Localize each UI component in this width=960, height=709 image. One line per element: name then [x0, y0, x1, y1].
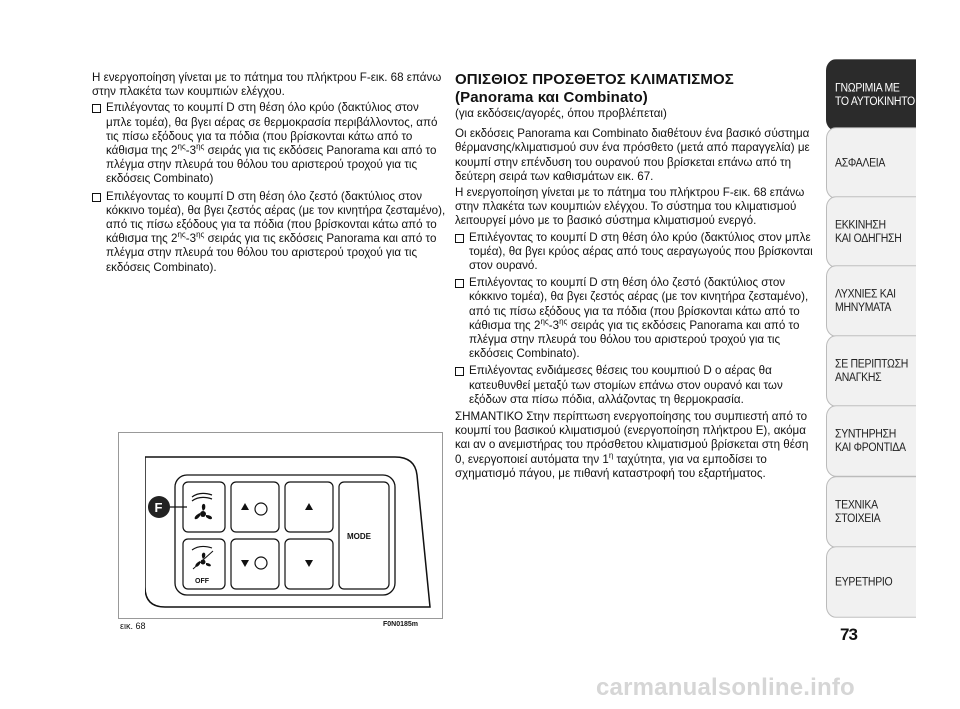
sidebar-tab-3[interactable]	[826, 196, 916, 268]
sidebar-tab-label: ΣΤΟΙΧΕΙΑ	[835, 512, 881, 526]
sidebar-tab-8[interactable]	[826, 546, 916, 618]
left-bullet-hot: Επιλέγοντας το κουμπί D στη θέση όλο ζεστό (δακτύλιος στον κόκκινο τομέα), θα βγει ζεστός αέρας (με τον κινητήρα ζεσταμένο), από τις πίσω εξόδους για τα πόδια (που βρίσκονται κάτω από το κάθισμα της $2^{\eta\varsigma}-3^{\eta\varsigma}$ σειράς για τις εκδόσεις Panorama και από το πλέγμα στην πλευρά του θόλου του αριστερού τροχού για τις εκδόσεις Combinato).	[92, 190, 447, 275]
section-subtitle: (για εκδόσεις/αγορές, όπου προβλέπεται)	[455, 107, 667, 120]
sidebar-tab-label: ΣΕ ΠΕΡΙΠΤΩΣΗ	[835, 357, 909, 371]
sidebar-tab-label: ΚΑΙ ΦΡΟΝΤΙΔΑ	[835, 441, 906, 455]
right-column	[455, 71, 815, 482]
left-bullet-cold: Επιλέγοντας το κουμπί D στη θέση όλο κρύο (δακτύλιος στον μπλε τομέα), θα βγει αέρας σε θερμοκρασία περιβάλλοντος, από τις πίσω εξόδους για τα πόδια (που βρίσκονται κάτω από το κάθισμα της $2^{\eta\varsigma}-3^{\eta\varsigma}$ σειράς για τις εκδόσεις Panorama και από το πλέγμα στην πλευρά του θόλου του αριστερού τροχού για τις εκδόσεις Combinato)	[92, 101, 447, 186]
sidebar-tab-1[interactable]	[826, 59, 916, 131]
important-note: ΣΗΜΑΝΤΙΚΟ Στην περίπτωση ενεργοποίησης του συμπιεστή από το κουμπί του βασικού κλιματισμού (ενεργοποίηση πλήκτρου E), ακόμα και αν ο ανεμιστήρας του πρόσθετου κλιματισμού βρίσκεται στη θέση 0, ενεργοποιεί αυτόματα την $1^\eta$ ταχύτητα, για να εμποδίσει το σχηματισμό πάγου, με πιθανή καταστροφή του εξαρτήματος.	[455, 410, 809, 480]
checkbox-bullet-icon	[92, 104, 101, 113]
figure-frame	[118, 432, 443, 619]
sidebar-tab-label: ΑΝΑΓΚΗΣ	[835, 371, 882, 385]
checkbox-bullet-icon	[455, 279, 464, 288]
paragraph-intro: Οι εκδόσεις Panorama και Combinato διαθέτουν ένα βασικό σύστημα θέρμανσης/κλιματισμού συν ένα πρόσθετο (μετά από παραγγελία) με κουμπί στην επένδυση του ουρανού που βρίσκεται επάνω από τη δεύτερη σειρά των καθισμάτων εικ. 67.	[455, 127, 810, 183]
checkbox-bullet-icon	[455, 234, 464, 243]
sidebar-tab-label: ΛΥΧΝΙΕΣ ΚΑΙ	[835, 287, 896, 301]
sidebar-tab-label: ΑΣΦΑΛΕΙΑ	[835, 156, 886, 170]
sidebar-tab-label: ΕΚΚΙΝΗΣΗ	[835, 218, 886, 232]
sidebar-tab-label: ΚΑΙ ΟΔΗΓΗΣΗ	[835, 232, 902, 246]
mode-label: MODE	[347, 532, 371, 541]
paragraph-activation: Η ενεργοποίηση γίνεται με το πάτημα του πλήκτρου F-εικ. 68 επάνω στην πλακέτα των κουμπιών ελέγχου. Το σύστημα του κλιματισμού λειτουργεί μόνο με το βασικό σύστημα κλιματισμού ενεργό.	[455, 186, 805, 228]
figure-code: F0N0185m	[383, 621, 419, 628]
right-bullet-hot: Επιλέγοντας το κουμπί D στη θέση όλο ζεστό (δακτύλιος στον κόκκινο τομέα), θα βγει ζεστός αέρας (με τον κινητήρα ζεσταμένο), από τις πίσω εξόδους για τα πόδια (που βρίσκονται κάτω από το κάθισμα της $2^{\eta\varsigma}-3^{\eta\varsigma}$ σειράς για τις εκδόσεις Panorama και από το πλέγμα στην πλευρά του θόλου του αριστερού τροχού για τις εκδόσεις Combinato).	[455, 276, 815, 361]
right-bullet-cold: Επιλέγοντας το κουμπί D στη θέση όλο κρύο (δακτύλιος στον μπλε τομέα), θα βγει κρύος αέρας από τους αεραγωγούς που βρίσκονται στον ουρανό.	[455, 231, 815, 274]
figure-68	[118, 432, 441, 629]
sidebar-tab-6[interactable]	[826, 405, 916, 477]
figure-caption: εικ. 68	[120, 621, 146, 631]
chapter-sidebar	[826, 63, 918, 618]
sidebar-tab-label: ΤΕΧΝΙΚΑ	[835, 498, 878, 512]
callout-f-label: F	[154, 500, 163, 515]
left-intro: Η ενεργοποίηση γίνεται με το πάτημα του πλήκτρου F-εικ. 68 επάνω στην πλακέτα των κουμπιών ελέγχου.	[92, 71, 442, 99]
page-number: 73	[840, 625, 857, 644]
sidebar-tab-label: ΓΝΩΡΙΜΙΑ ΜΕ	[835, 81, 900, 95]
section-title: ΟΠΙΣΘΙΟΣ ΠΡΟΣΘΕΤΟΣ ΚΛΙΜΑΤΙΣΜΟΣ	[455, 71, 734, 88]
left-column	[92, 71, 447, 278]
watermark: carmanualsonline.info	[596, 674, 855, 701]
sidebar-tab-label: ΕΥΡΕΤΗΡΙΟ	[835, 575, 893, 589]
sidebar-tab-2[interactable]	[826, 127, 916, 199]
checkbox-bullet-icon	[92, 193, 101, 202]
sidebar-tab-label: ΤΟ ΑΥΤΟΚΙΝΗΤΟ	[835, 95, 915, 109]
sidebar-tab-4[interactable]	[826, 265, 916, 337]
control-panel-illustration	[145, 447, 435, 617]
sidebar-tab-label: ΜΗΝΥΜΑΤΑ	[835, 301, 892, 315]
sidebar-tab-5[interactable]	[826, 335, 916, 407]
section-title-variant: (Panorama και Combinato)	[455, 89, 648, 106]
sidebar-tab-label: ΣΥΝΤΗΡΗΣΗ	[835, 427, 897, 441]
off-label: OFF	[195, 578, 209, 585]
right-bullet-intermediate: Επιλέγοντας ενδιάμεσες θέσεις του κουμπιού D ο αέρας θα κατευθυνθεί μεταξύ των στομίων επάνω στον ουρανό και των εξόδων στα πίσω πόδια, αλλάζοντας τη θερμοκρασία.	[455, 364, 815, 407]
checkbox-bullet-icon	[455, 367, 464, 376]
sidebar-tab-7[interactable]	[826, 476, 916, 548]
